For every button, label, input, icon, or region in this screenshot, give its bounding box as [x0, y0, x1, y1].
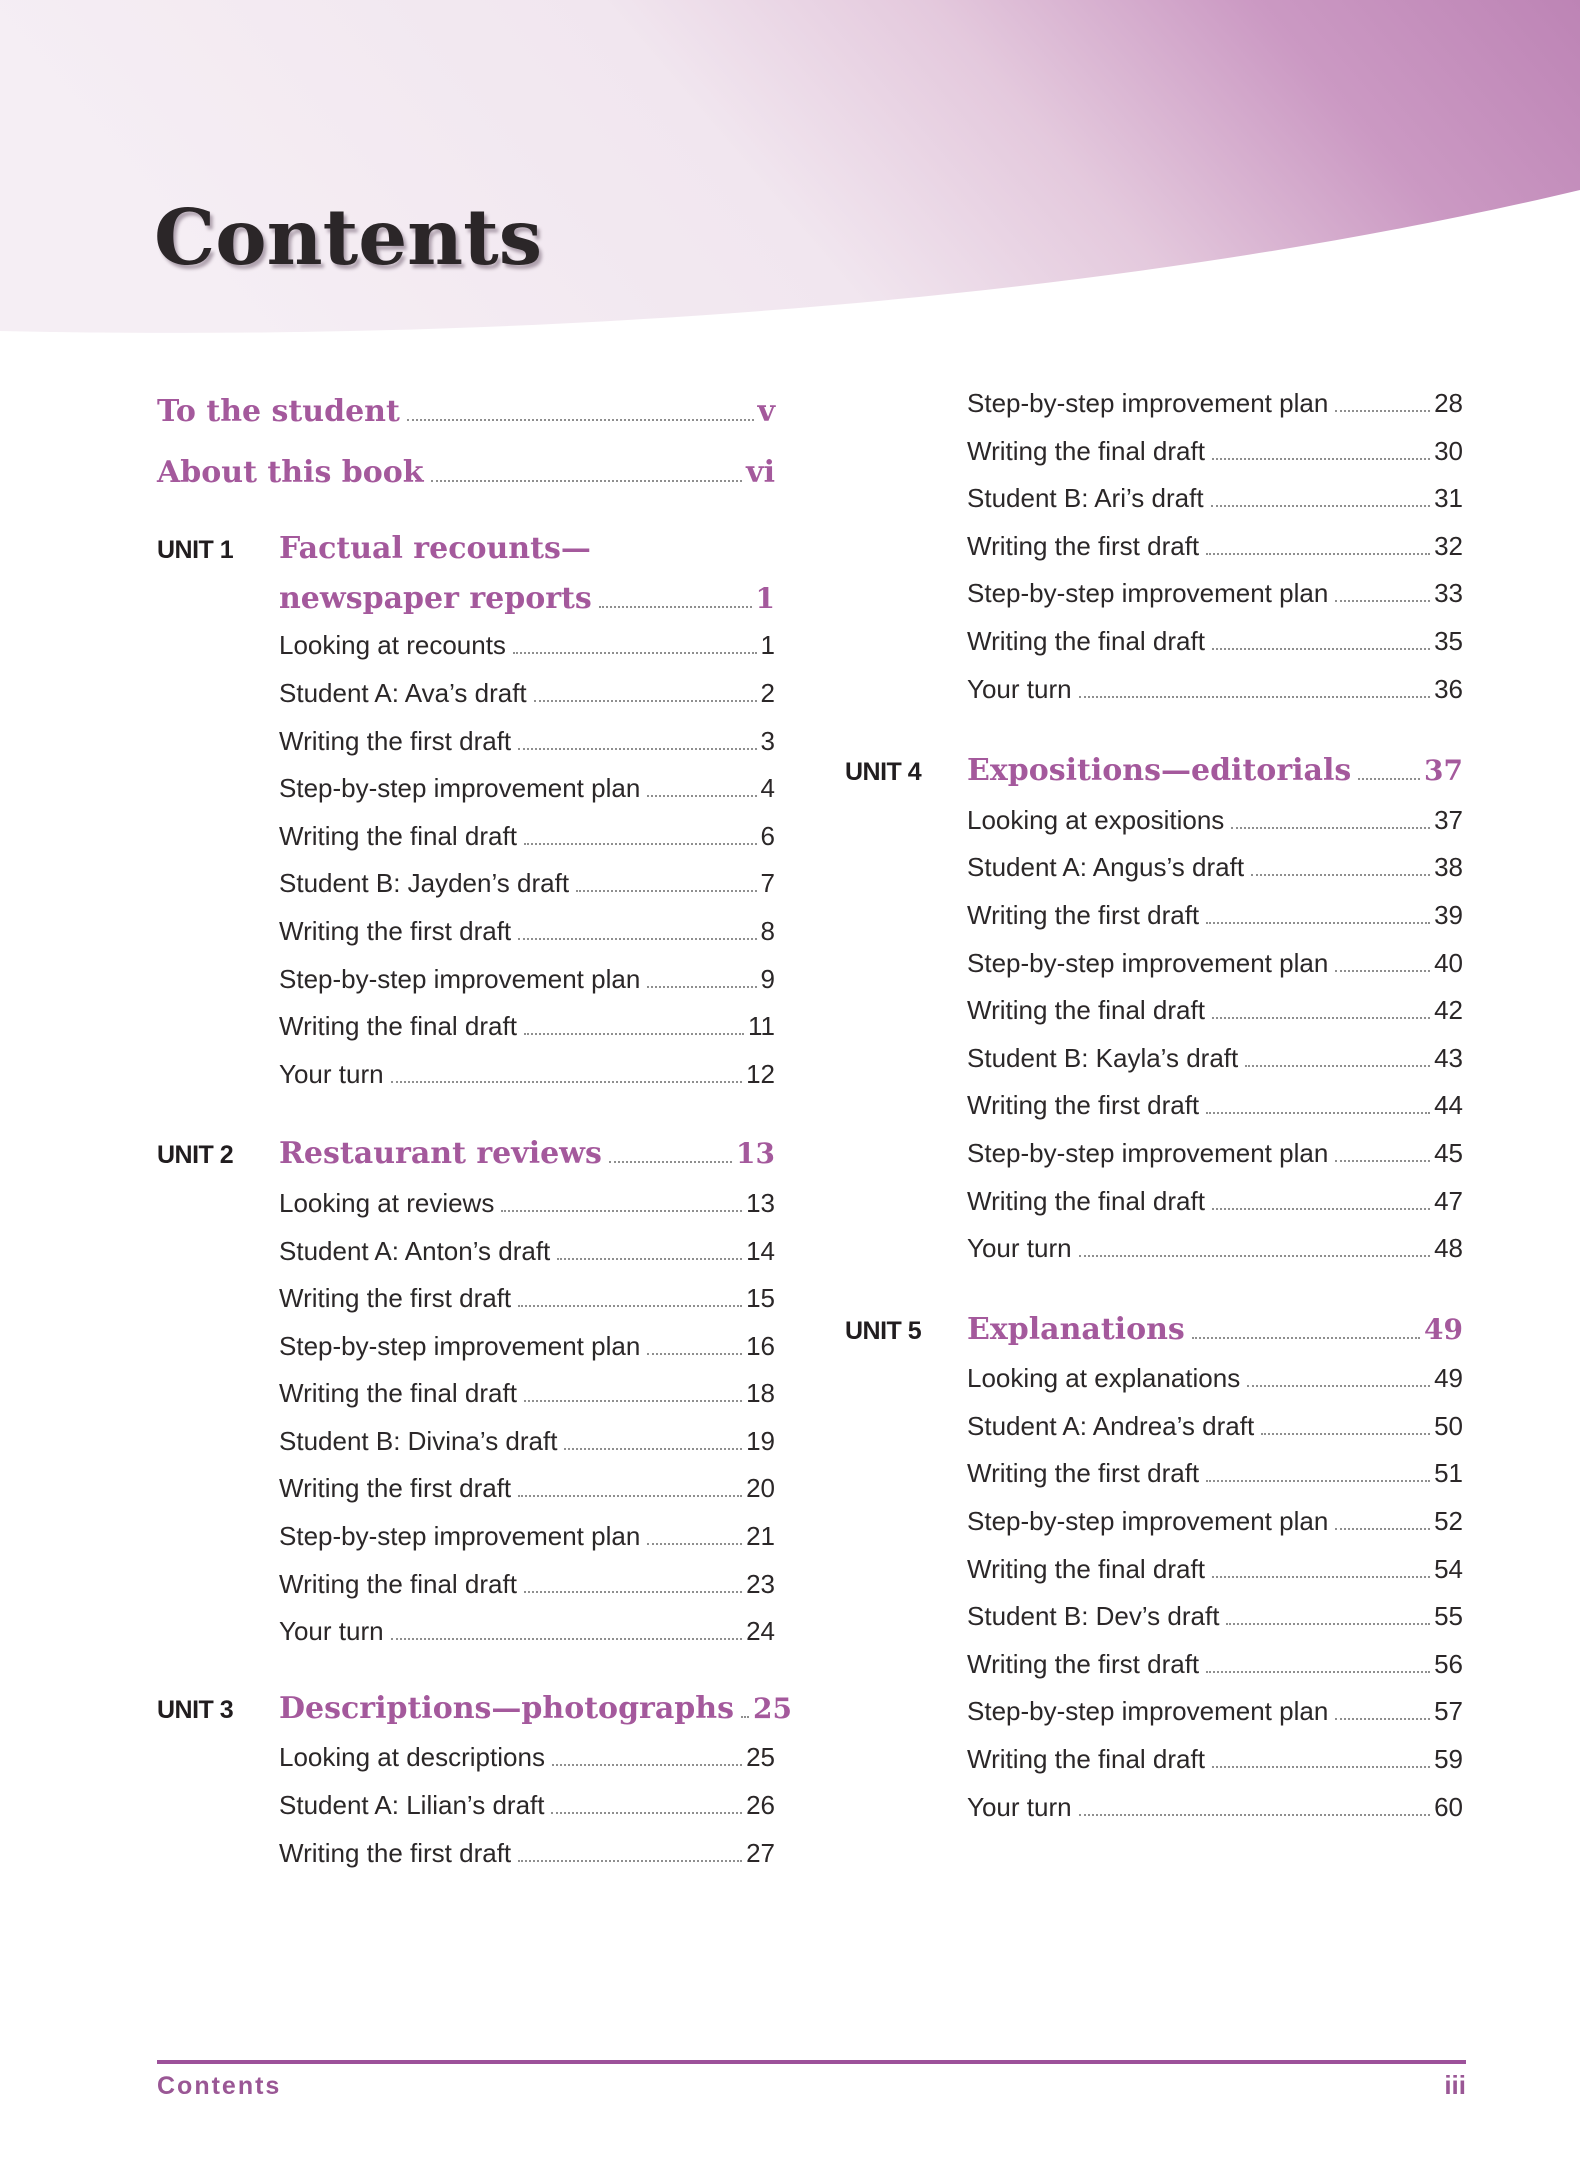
toc-entry-title: Expositions—editorials	[967, 753, 1352, 789]
toc-entry-title: Step-by-step improvement plan	[967, 1696, 1329, 1727]
toc-row	[845, 380, 1463, 428]
toc-entry-title: Writing the first draft	[279, 915, 512, 946]
unit-label: UNIT 1	[157, 536, 234, 565]
toc-row	[157, 813, 775, 861]
dotted-leader	[1335, 1528, 1430, 1530]
dotted-leader	[1335, 1160, 1430, 1162]
toc-entry-title: Writing the first draft	[967, 1090, 1200, 1121]
dotted-leader	[431, 480, 743, 482]
toc-row	[157, 718, 775, 766]
page-number: 15	[746, 1283, 775, 1314]
toc-row	[845, 987, 1463, 1035]
dotted-leader	[1226, 1623, 1430, 1625]
toc-row	[845, 475, 1463, 523]
toc-entry-title: Student B: Kayla’s draft	[967, 1042, 1239, 1073]
dotted-leader	[647, 795, 756, 797]
toc-entry-title: Step-by-step improvement plan	[967, 578, 1329, 609]
toc-row	[157, 1608, 775, 1656]
toc-entry-title: Your turn	[967, 1791, 1072, 1822]
toc-row	[845, 1306, 1463, 1356]
page-number: 39	[1434, 899, 1463, 930]
toc-entry-title: Student B: Dev’s draft	[967, 1601, 1220, 1632]
toc-row	[845, 1355, 1463, 1403]
dotted-leader	[609, 1161, 732, 1163]
page-number: vi	[746, 454, 775, 490]
toc-entry-title: Student A: Anton’s draft	[279, 1235, 551, 1266]
page-number: 42	[1434, 995, 1463, 1026]
toc-entry-title: Writing the final draft	[967, 1744, 1205, 1775]
toc-row	[157, 1782, 775, 1830]
toc-entry-title: Writing the first draft	[279, 1837, 512, 1868]
header-curve	[0, 0, 1580, 333]
page-number: 16	[746, 1330, 775, 1361]
toc-row	[157, 1051, 775, 1099]
dotted-leader	[391, 1638, 743, 1640]
toc-entry-title: Writing the first draft	[967, 1648, 1200, 1679]
toc-entry-title: Student B: Divina’s draft	[279, 1425, 558, 1456]
dotted-leader	[1211, 505, 1431, 507]
toc-entry-title: Writing the final draft	[967, 1553, 1205, 1584]
toc-entry-title: Step-by-step improvement plan	[279, 773, 641, 804]
footer-rule	[157, 2060, 1466, 2064]
toc-row	[157, 1561, 775, 1609]
page-number: 49	[1434, 1363, 1463, 1394]
dotted-leader	[564, 1448, 742, 1450]
page-number: 8	[760, 915, 775, 946]
toc-entry-title: Step-by-step improvement plan	[279, 1521, 641, 1552]
page-number: 25	[752, 1691, 792, 1725]
toc-row	[157, 1465, 775, 1513]
toc-entry-title: Writing the final draft	[279, 820, 517, 851]
toc-entry-title: Writing the first draft	[967, 1458, 1200, 1489]
header-swoosh-graphic	[0, 0, 1580, 346]
toc-row	[845, 747, 1463, 797]
dotted-leader	[501, 1210, 742, 1212]
dotted-leader	[524, 1400, 742, 1402]
toc-entry-title: Looking at recounts	[279, 630, 506, 661]
page-number: 30	[1434, 435, 1463, 466]
toc-row	[845, 666, 1463, 714]
page-number: 55	[1434, 1601, 1463, 1632]
toc-entry-title: Writing the first draft	[967, 530, 1200, 561]
toc-entry-title: Writing the first draft	[279, 1473, 512, 1504]
toc-entry-title: Restaurant reviews	[279, 1136, 602, 1172]
toc-entry-title: Writing the final draft	[279, 1568, 517, 1599]
dotted-leader	[518, 748, 756, 750]
page-number: 2	[760, 677, 775, 708]
page-number: 13	[746, 1187, 775, 1218]
dotted-leader	[1247, 1385, 1430, 1387]
toc-entry-title: Step-by-step improvement plan	[279, 1330, 641, 1361]
dotted-leader	[1206, 1671, 1430, 1673]
dotted-leader	[518, 938, 756, 940]
unit-label: UNIT 2	[157, 1141, 234, 1170]
toc-row	[157, 525, 775, 575]
dotted-leader	[1335, 970, 1430, 972]
toc-row	[845, 1546, 1463, 1594]
page-number: 18	[746, 1378, 775, 1409]
page-number: 9	[760, 963, 775, 994]
dotted-leader	[1079, 1814, 1431, 1816]
toc-row	[845, 570, 1463, 618]
toc-row	[845, 618, 1463, 666]
toc-row	[157, 1370, 775, 1418]
toc-entry-title: Writing the final draft	[967, 1185, 1205, 1216]
toc-entry-title: Writing the final draft	[967, 995, 1205, 1026]
page-number: 1	[755, 581, 775, 615]
dotted-leader	[1079, 696, 1431, 698]
footer-section-label: Contents	[157, 2072, 282, 2100]
toc-row	[157, 1685, 792, 1735]
page-number: 38	[1434, 852, 1463, 883]
footer-page-number: iii	[1444, 2070, 1466, 2100]
toc-entry-title: Your turn	[279, 1058, 384, 1089]
toc-entry-title: Your turn	[967, 1233, 1072, 1264]
dotted-leader	[1212, 1017, 1430, 1019]
dotted-leader	[518, 1860, 742, 1862]
dotted-leader	[524, 843, 757, 845]
toc-row	[157, 956, 775, 1004]
dotted-leader	[552, 1764, 742, 1766]
toc-row	[157, 1734, 775, 1782]
toc-entry-title: Student A: Andrea’s draft	[967, 1410, 1255, 1441]
page-number: 47	[1434, 1185, 1463, 1216]
toc-entry-title: Student B: Ari’s draft	[967, 483, 1204, 514]
dotted-leader	[1335, 410, 1430, 412]
toc-entry-title: Writing the final draft	[279, 1011, 517, 1042]
page-number: 33	[1434, 578, 1463, 609]
toc-row	[845, 1403, 1463, 1451]
toc-entry-title: Step-by-step improvement plan	[967, 388, 1329, 418]
toc-entry-title: Writing the final draft	[967, 435, 1205, 466]
toc-entry-title: Student A: Ava’s draft	[279, 677, 527, 708]
page-number: 48	[1434, 1233, 1463, 1264]
toc-row	[845, 1225, 1463, 1273]
toc-row	[845, 1082, 1463, 1130]
toc-row	[845, 1130, 1463, 1178]
toc-entry-title: newspaper reports	[279, 580, 592, 616]
toc-row	[157, 1130, 775, 1180]
toc-row	[845, 1178, 1463, 1226]
toc-entry-title: Step-by-step improvement plan	[967, 1506, 1329, 1537]
toc-row	[845, 1593, 1463, 1641]
toc-row	[845, 428, 1463, 476]
toc-entry-title: Writing the final draft	[967, 625, 1205, 656]
page-number: 7	[760, 868, 775, 899]
page-number: 37	[1424, 754, 1463, 788]
dotted-leader	[524, 1033, 744, 1035]
toc-row	[845, 523, 1463, 571]
dotted-leader	[1335, 1718, 1430, 1720]
toc-row	[845, 1736, 1463, 1784]
page-number: 49	[1424, 1312, 1463, 1346]
toc-row	[845, 1784, 1463, 1832]
dotted-leader	[391, 1081, 743, 1083]
toc-row	[157, 1323, 775, 1371]
dotted-leader	[741, 1716, 749, 1718]
page-number: 13	[736, 1137, 775, 1171]
dotted-leader	[1358, 778, 1420, 780]
toc-row	[157, 449, 775, 497]
toc-column-right	[845, 380, 1463, 1831]
page-number: 50	[1434, 1410, 1463, 1441]
dotted-leader	[1206, 553, 1430, 555]
dotted-leader	[1335, 600, 1430, 602]
dotted-leader	[1206, 1480, 1430, 1482]
toc-entry-title: Descriptions—photographs	[279, 1690, 734, 1726]
toc-entry-title: Your turn	[967, 673, 1072, 704]
dotted-leader	[513, 652, 757, 654]
dotted-leader	[1206, 1112, 1430, 1114]
dotted-leader	[1212, 1208, 1430, 1210]
page-title: Contents	[154, 192, 543, 283]
page-number: 43	[1434, 1042, 1463, 1073]
toc-entry-title: Explanations	[967, 1311, 1185, 1347]
page-number: 36	[1434, 673, 1463, 704]
dotted-leader	[1206, 922, 1430, 924]
toc-row	[845, 892, 1463, 940]
toc-entry-title: Writing the first draft	[279, 725, 512, 756]
page-number: 14	[746, 1235, 775, 1266]
dotted-leader	[1231, 827, 1430, 829]
toc-entry-title: Looking at expositions	[967, 804, 1225, 835]
dotted-leader	[1212, 1576, 1430, 1578]
toc-entry-title: Step-by-step improvement plan	[967, 947, 1329, 978]
toc-row	[157, 1275, 775, 1323]
toc-row	[845, 1641, 1463, 1689]
page-number: 57	[1434, 1696, 1463, 1727]
page-number: 25	[746, 1742, 775, 1773]
toc-row	[845, 844, 1463, 892]
toc-entry-title: Writing the first draft	[279, 1283, 512, 1314]
unit-label: UNIT 4	[845, 758, 922, 787]
page-number: 23	[746, 1568, 775, 1599]
toc-row	[845, 1688, 1463, 1736]
toc-entry-title: To the student	[157, 394, 400, 429]
toc-entry-title: Student B: Jayden’s draft	[279, 868, 570, 899]
page-number: 52	[1434, 1506, 1463, 1537]
dotted-leader	[1245, 1065, 1430, 1067]
toc-entry-title: Looking at reviews	[279, 1187, 495, 1218]
toc-row	[157, 1180, 775, 1228]
toc-row	[157, 575, 775, 623]
toc-row	[157, 670, 775, 718]
toc-row	[157, 1418, 775, 1466]
page-number: 3	[760, 725, 775, 756]
dotted-leader	[1192, 1337, 1420, 1339]
toc-row	[157, 1513, 775, 1561]
dotted-leader	[599, 606, 752, 608]
page-number: 11	[748, 1011, 775, 1042]
toc-entry-title: Factual recounts—	[279, 531, 591, 567]
page-number: 56	[1434, 1648, 1463, 1679]
toc-row	[845, 1450, 1463, 1498]
page-number: 27	[746, 1837, 775, 1868]
toc-row	[157, 765, 775, 813]
page-number: 51	[1434, 1458, 1463, 1489]
toc-entry-title: Your turn	[279, 1616, 384, 1647]
page-number: v	[757, 394, 775, 429]
page-number: 6	[760, 820, 775, 851]
toc-entry-title: Looking at explanations	[967, 1363, 1241, 1394]
toc-row	[157, 1830, 775, 1878]
page-number: 35	[1434, 625, 1463, 656]
toc-row	[157, 388, 775, 436]
toc-entry-title: Student A: Lilian’s draft	[279, 1790, 545, 1821]
dotted-leader	[1212, 458, 1430, 460]
page-number: 1	[760, 630, 775, 661]
page-number: 54	[1434, 1553, 1463, 1584]
dotted-leader	[1261, 1433, 1430, 1435]
page-number: 4	[760, 773, 775, 804]
toc-entry-title: Looking at descriptions	[279, 1742, 545, 1773]
page-number: 40	[1434, 947, 1463, 978]
dotted-leader	[518, 1305, 742, 1307]
page-number: 44	[1434, 1090, 1463, 1121]
toc-entry-title: Step-by-step improvement plan	[279, 963, 641, 994]
toc-entry-title: About this book	[157, 454, 424, 490]
page-number: 32	[1434, 530, 1463, 561]
dotted-leader	[524, 1591, 742, 1593]
toc-entry-title: Writing the first draft	[967, 899, 1200, 930]
dotted-leader	[518, 1495, 742, 1497]
toc-row	[157, 1228, 775, 1276]
dotted-leader	[647, 986, 756, 988]
toc-entry-title: Step-by-step improvement plan	[967, 1137, 1329, 1168]
toc-row	[845, 1035, 1463, 1083]
toc-row	[845, 1498, 1463, 1546]
toc-row	[157, 860, 775, 908]
dotted-leader	[1212, 1766, 1430, 1768]
page-number: 12	[746, 1058, 775, 1089]
unit-label: UNIT 5	[845, 1316, 922, 1345]
page-number: 19	[746, 1425, 775, 1456]
toc-row	[157, 1003, 775, 1051]
toc-row	[157, 622, 775, 670]
unit-label: UNIT 3	[157, 1695, 234, 1724]
dotted-leader	[534, 700, 757, 702]
page-number: 37	[1434, 804, 1463, 835]
toc-entry-title: Writing the final draft	[279, 1378, 517, 1409]
toc-row	[157, 908, 775, 956]
page-number: 45	[1434, 1137, 1463, 1168]
dotted-leader	[551, 1812, 742, 1814]
dotted-leader	[647, 1543, 742, 1545]
page-number: 20	[746, 1473, 775, 1504]
page-number: 60	[1434, 1791, 1463, 1822]
dotted-leader	[1212, 648, 1430, 650]
page-number: 26	[746, 1790, 775, 1821]
page-number: 59	[1434, 1744, 1463, 1775]
dotted-leader	[557, 1258, 742, 1260]
dotted-leader	[407, 419, 754, 421]
toc-column-left	[157, 388, 792, 1877]
toc-row	[845, 797, 1463, 845]
page-number: 24	[746, 1616, 775, 1647]
page-number: 28	[1434, 388, 1463, 418]
dotted-leader	[1251, 874, 1430, 876]
toc-entry-title: Student A: Angus’s draft	[967, 852, 1245, 883]
page-number: 31	[1434, 483, 1463, 514]
page-number: 21	[746, 1521, 775, 1552]
dotted-leader	[576, 890, 756, 892]
dotted-leader	[647, 1353, 742, 1355]
dotted-leader	[1079, 1255, 1431, 1257]
toc-row	[845, 940, 1463, 988]
